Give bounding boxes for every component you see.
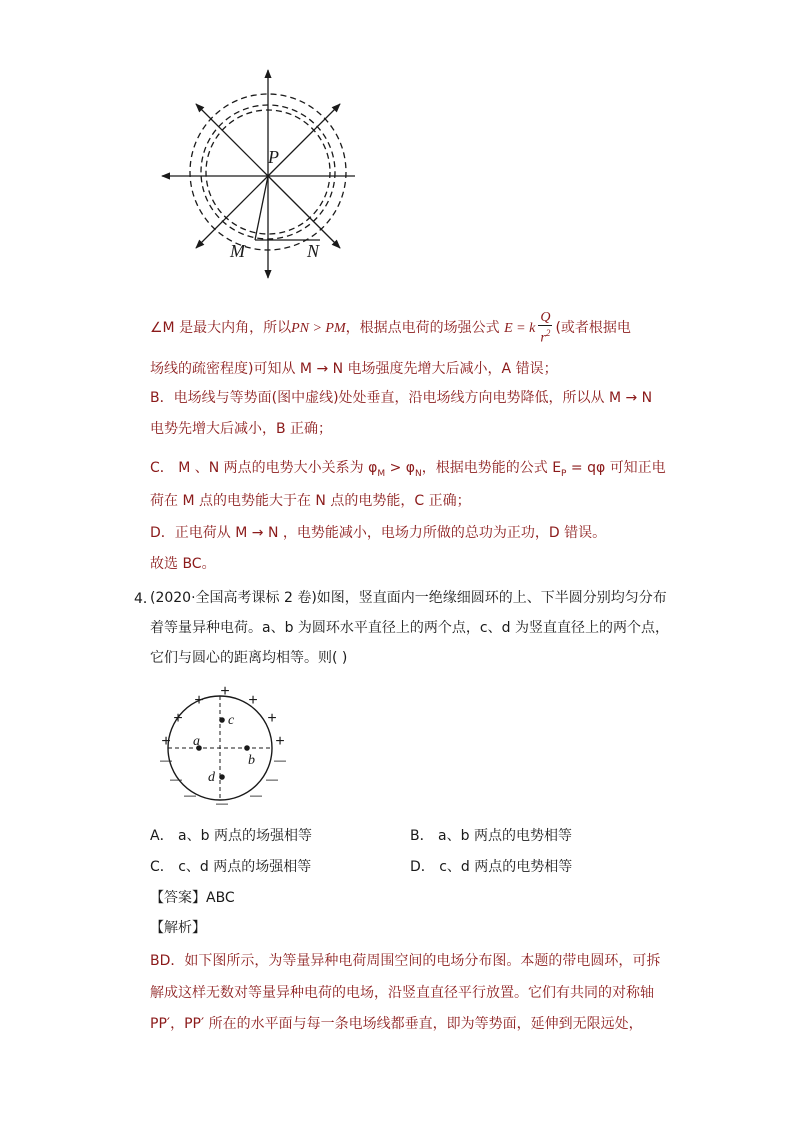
analysis-line-2: 场线的疏密程度)可知从 M → N 电场强度先增大后减小，A 错误； [150, 361, 558, 377]
label-a: a [193, 734, 200, 749]
minus-charge: — [266, 772, 278, 786]
plus-charge: + [267, 710, 277, 727]
text-segment: C． M 、N 两点的电势大小关系为 φ [150, 460, 378, 476]
field-line-down-left [196, 176, 268, 248]
minus-charge: — [250, 788, 262, 802]
point-c-dot [219, 717, 225, 723]
label-b: b [248, 753, 255, 768]
analysis-line-5: C． M 、N 两点的电势大小关系为 $\varphi_M > \varphi_N$，根据电势能的公式 $E_P = q\varphi$ 可知正电 [150, 460, 666, 479]
formula-fraction: $\frac{Q}{r^2}$ [540, 310, 551, 346]
text-segment: = qφ 可知正电 [566, 460, 666, 476]
plus-charge: + [161, 733, 171, 750]
option-a[interactable]: A． a、b 两点的场强相等 [150, 828, 312, 844]
label-c: c [228, 713, 235, 728]
analysis-line-8: 故选 BC。 [150, 556, 216, 572]
formula-denominator: r [540, 330, 546, 346]
charged-ring-figure [150, 680, 295, 810]
question-number: 4． [134, 591, 157, 607]
label-m: M [230, 241, 245, 261]
label-d: d [208, 770, 215, 785]
explanation-line-1: BD．如下图所示，为等量异种电荷周围空间的电场分布图。本题的带电圆环，可拆 [150, 953, 661, 969]
text-segment: PN > PM [291, 320, 346, 336]
text-segment: ∠M 是最大内角，所以 [150, 319, 292, 336]
label-p: P [268, 147, 279, 167]
plus-charge: + [275, 733, 285, 750]
minus-charge: — [216, 796, 228, 810]
minus-charge: — [184, 788, 196, 802]
question-line-2: 着等量异种电荷。a、b 为圆环水平直径上的两个点，c、d 为竖直直径上的两个点， [150, 620, 669, 636]
option-d[interactable]: D． c、d 两点的电势相等 [410, 859, 573, 875]
analysis-line-7: D．正电荷从 M → N ，电势能减小，电场力所做的总功为正功，D 错误。 [150, 525, 607, 541]
point-b-dot [244, 745, 250, 751]
minus-charge: — [170, 772, 182, 786]
analysis-line-6: 荷在 M 点的电势能大于在 N 点的电势能，C 正确； [150, 493, 471, 509]
formula-numerator: Q [540, 310, 551, 325]
plus-charge: + [248, 692, 258, 709]
plus-charge: + [220, 683, 230, 700]
segment-pm [255, 176, 268, 240]
question-line-3: 它们与圆心的距离均相等。则( ) [150, 650, 348, 666]
field-line-down-right [268, 176, 340, 248]
text-segment: ，根据点电荷的场强公式 [345, 319, 500, 336]
option-c[interactable]: C． c、d 两点的场强相等 [150, 859, 312, 875]
field-lines-figure [155, 68, 355, 283]
text-segment: > φ [385, 460, 416, 476]
minus-charge: — [274, 753, 286, 767]
text-segment: (或者根据电 [555, 319, 631, 336]
analysis-line-3: B．电场线与等势面(图中虚线)处处垂直，沿电场线方向电势降低，所以从 M → N [150, 390, 653, 406]
formula-lhs: E = k [504, 320, 536, 336]
explanation-line-3: PP′，PP′ 所在的水平面与每一条电场线都垂直，即为等势面，延伸到无限远处， [150, 1016, 643, 1032]
plus-charge: + [194, 692, 204, 709]
analysis-line-1 [150, 310, 631, 346]
minus-charge: — [160, 753, 172, 767]
point-d-dot [219, 774, 225, 780]
question-line-1: (2020·全国高考课标 2 卷)如图，竖直面内一绝缘细圆环的上、下半圆分别均匀分布 [150, 590, 667, 606]
answer-label: 【答案】ABC [150, 890, 235, 906]
explanation-line-2: 解成这样无数对等量异种电荷的电场，沿竖直直径平行放置。它们有共同的对称轴 [150, 985, 654, 1001]
text-segment: ，根据电势能的公式 E [421, 460, 562, 476]
analysis-line-4: 电势先增大后减小，B 正确； [150, 421, 333, 437]
option-b[interactable]: B． a、b 两点的电势相等 [410, 828, 572, 844]
analysis-label: 【解析】 [150, 920, 206, 936]
plus-charge: + [173, 710, 183, 727]
label-n: N [307, 241, 320, 261]
